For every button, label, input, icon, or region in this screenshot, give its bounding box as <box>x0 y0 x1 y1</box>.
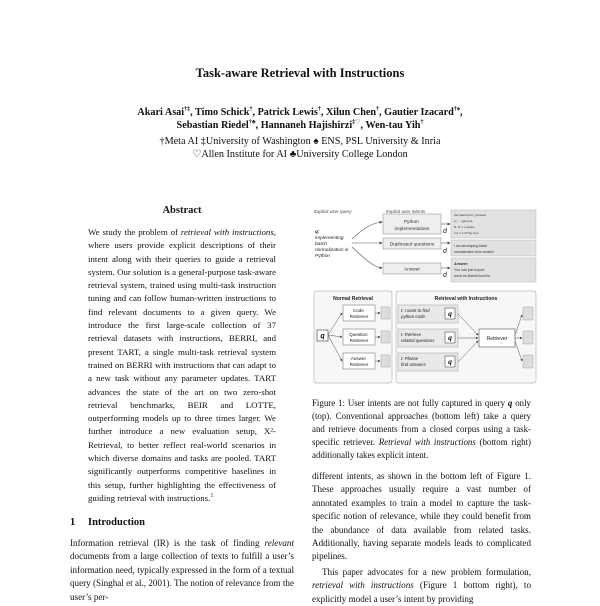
figure-1-diagram <box>312 205 538 385</box>
author-line-2 <box>0 119 600 132</box>
query-symbol: q <box>448 312 452 318</box>
author: Gautier Izacard†♠, <box>384 106 463 118</box>
author-list <box>0 106 600 132</box>
affiliation-line-1: †Meta AI ‡University of Washington ♠ ENS, PSL University & Inria <box>159 136 441 147</box>
query-symbol: q <box>448 360 452 366</box>
query-text: q: implementing batch normalization in Python <box>315 230 349 259</box>
doc-question: I am developing batch normalization from scratch <box>454 244 494 254</box>
doc-icon-instr-2 <box>523 331 533 344</box>
doc-icon-instr-3 <box>523 355 533 368</box>
normal-retrieval-title: Normal Retrieval <box>333 296 373 302</box>
doc-label-2: d <box>443 248 447 255</box>
doc-label-3: d <box>443 272 447 279</box>
author: Xilun Chen†, <box>325 106 385 118</box>
intent-answer: Answer <box>404 267 420 273</box>
doc-label-1: d <box>443 228 447 235</box>
doc-icon-normal-1 <box>381 307 390 319</box>
author: Sebastian Riedel†♣, <box>176 119 261 131</box>
affiliations <box>0 135 600 161</box>
instruction-retrieval-title: Retrieval with Instructions <box>434 296 498 302</box>
query-symbol: q <box>448 336 452 342</box>
intent-duplicated: Duplicated questions <box>389 242 435 248</box>
introduction-text: Information retrieval (IR) is the task of finding relevant documents from a large collection of texts to fulfill a user’s information need, typically expressed in the form of a textual query (Singhal et al., 2001). The notion of relevance from the user’s per- <box>70 538 294 602</box>
code-retriever: Code Retriever <box>349 308 369 319</box>
author: Hannaneh Hajishirzi‡♡, <box>260 119 366 131</box>
body-paragraph-2: This paper advocates for a new problem formulation, retrieval with instructions (Figure 1 bottom right), to explicitly model a user’s intent by providing <box>312 567 531 604</box>
figure-1-caption: Figure 1: User intents are not fully captured in query q only (top). Conventional approaches (bottom left) take a query and retrieve documents from a closed corpus using a task-specific retriever. Retrieval with instructions (bottom right) additionally takes explicit intent. <box>312 398 531 460</box>
query-symbol: q <box>320 333 325 340</box>
paper-title: Task-aware Retrieval with Instructions <box>195 66 405 80</box>
author-line-1 <box>0 106 600 119</box>
retriever-label: Retriever <box>486 336 508 342</box>
footnote-mark: 1 <box>210 493 214 499</box>
doc-icon-normal-3 <box>381 355 390 367</box>
doc-icon-normal-2 <box>381 331 390 343</box>
intent-python: Python implementations <box>394 220 430 232</box>
figure-1 <box>312 205 538 385</box>
instruction-2: t: Retrieve related questions <box>401 332 435 343</box>
affiliation-line-2: ♡Allen Institute for AI ♣University College London <box>192 149 408 160</box>
abstract-text: We study the problem of retrieval with instructions, where users provide explicit descriptions of their intent along with their queries to guide a retrieval system. Our solution is a general-purpose task-aware retrieval system, trained using multi-task instruction tuning and can follow human-written instructions to find relevant documents to a given query. We introduce the first large-scale collection of 37 retrieval datasets with instructions, BERRI, and present TART, a single multi-task retrieval system trained on BERRI with instructions that can adapt to a new task without any parameter updates. TART advances the state of the art on two zero-shot retrieval benchmarks, BEIR and LOTTE, outperforming models up to three times larger. We further introduce a new evaluation setup, X²-Retrieval, to better reflect real-world scenarios in which diverse domains and tasks are pooled. TART significantly outperforms competitive baselines in this setup, further highlighting the effectiveness of guiding retrieval with instructions.$^1$ <box>88 227 276 503</box>
author: Timo Schick†, <box>195 106 258 118</box>
author: Patrick Lewis†, <box>257 106 326 118</box>
author: Akari Asai†‡, <box>137 106 196 118</box>
body-paragraph-1: different intents, as shown in the bottom left of Figure 1. These approaches usually require a vast number of annotated examples to train a model to capture the task-specific notion of relevance, while they could benefit from the abundance of data available from related tasks. Additionally, having separate models leads to complicated pipelines. <box>312 471 531 562</box>
abstract-heading: Abstract <box>162 205 202 216</box>
question-retriever: Question Retriever <box>349 332 369 343</box>
explicit-query-label: Explicit user query <box>314 209 352 214</box>
doc-icon-instr-1 <box>523 307 533 320</box>
instruction-1: t: I want to find python code <box>401 308 430 319</box>
doc-answer: Answer: You can just import torch.nn.BatchNorm2d <box>454 262 490 278</box>
implicit-intents-label: Implicit user intents <box>386 209 426 214</box>
author: Wen-tau Yih† <box>365 119 424 131</box>
section-heading-introduction: 1 Introduction <box>70 517 145 528</box>
instruction-3: t: Please find answers <box>401 356 426 367</box>
doc-code: def batchnorm_forward (x, ... gamma, N, D = x.shape mu = 1./N*np.sum <box>454 213 486 235</box>
answer-retriever: Answer Retriever <box>349 356 369 367</box>
